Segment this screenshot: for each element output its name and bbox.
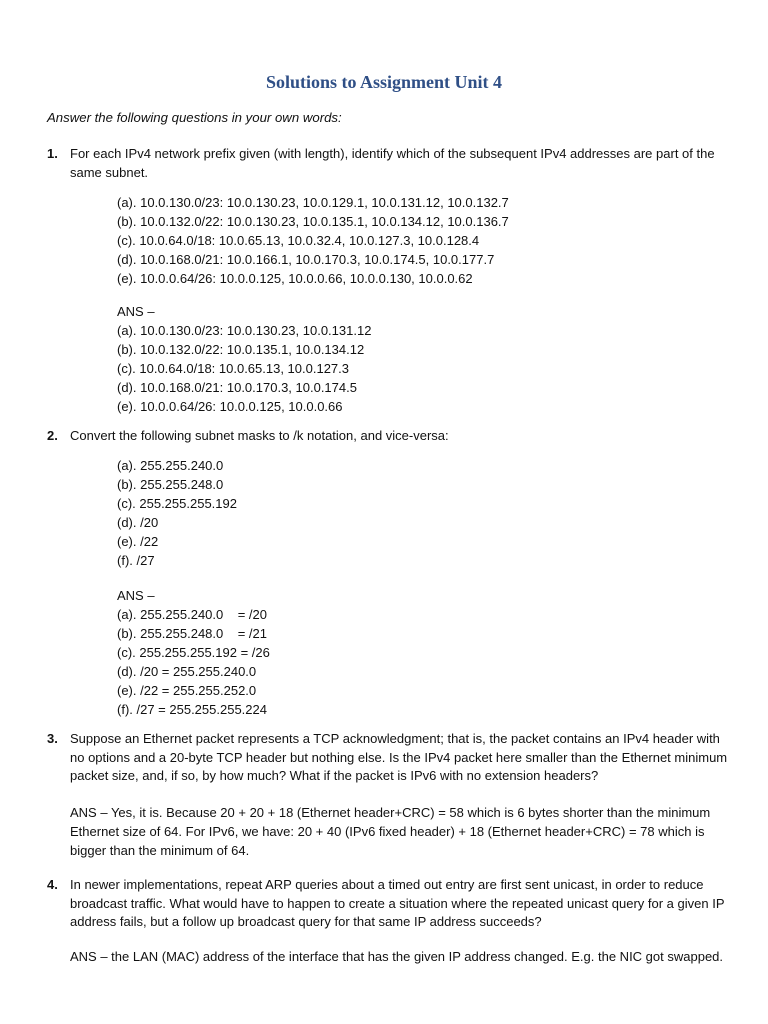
question-3-number: 3.	[47, 731, 58, 746]
question-4-answer: ANS – the LAN (MAC) address of the interface that has the given IP address changed. E.g. the NIC got swapped.	[70, 949, 724, 964]
answer-item: (c). 10.0.64.0/18: 10.0.65.13, 10.0.127.3	[117, 361, 350, 376]
answer-item: (e). /22 = 255.255.252.0	[117, 683, 257, 698]
answer-item: (a). 10.0.130.0/23: 10.0.130.23, 10.0.131.12	[117, 323, 372, 338]
answer-item: (e). 10.0.0.64/26: 10.0.0.125, 10.0.0.66	[117, 399, 343, 414]
answer-item: (d). /20 = 255.255.240.0	[117, 664, 257, 679]
list-item: (b). 255.255.248.0	[117, 477, 224, 492]
question-2-items	[117, 456, 237, 570]
question-4-number: 4.	[47, 877, 58, 892]
list-item: (c). 10.0.64.0/18: 10.0.65.13, 10.0.32.4, 10.0.127.3, 10.0.128.4	[117, 233, 480, 248]
answer-item: (b). 10.0.132.0/22: 10.0.135.1, 10.0.134.12	[117, 342, 365, 357]
question-2-number: 2.	[47, 428, 58, 443]
answer-item: (a). 255.255.240.0 = /20	[117, 607, 267, 622]
list-item: (a). 10.0.130.0/23: 10.0.130.23, 10.0.129.1, 10.0.131.12, 10.0.132.7	[117, 195, 509, 210]
answer-item: (c). 255.255.255.192 = /26	[117, 645, 270, 660]
answer-label: ANS –	[117, 304, 155, 319]
answer-label: ANS –	[117, 588, 155, 603]
question-1-items	[117, 193, 509, 288]
question-1-text: For each IPv4 network prefix given (with length), identify which of the subsequent IPv4 addresses are part of the same subnet.	[70, 146, 715, 180]
list-item: (c). 255.255.255.192	[117, 496, 237, 511]
question-2-text: Convert the following subnet masks to /k notation, and vice-versa:	[70, 428, 449, 443]
answer-item: (d). 10.0.168.0/21: 10.0.170.3, 10.0.174.5	[117, 380, 357, 395]
answer-item: (b). 255.255.248.0 = /21	[117, 626, 267, 641]
answer-item: (f). /27 = 255.255.255.224	[117, 702, 267, 717]
question-4-text: In newer implementations, repeat ARP queries about a timed out entry are first sent unicast, in order to reduce broadcast traffic. What would have to happen to create a situation where the repeated unicast query for a given IP address fails, but a follow up broadcast query for that same IP address succeeds?	[70, 877, 725, 929]
question-3-text: Suppose an Ethernet packet represents a TCP acknowledgment; that is, the packet contains an IPv4 header with no options and a 20-byte TCP header but nothing else. Is the IPv4 packet here smaller than the Ethernet minimum packet size, and, if so, by how much? What if the packet is IPv6 with no extension headers?	[70, 731, 728, 783]
intro-text: Answer the following questions in your own words:	[47, 110, 342, 125]
list-item: (d). 10.0.168.0/21: 10.0.166.1, 10.0.170.3, 10.0.174.5, 10.0.177.7	[117, 252, 495, 267]
list-item: (a). 255.255.240.0	[117, 458, 224, 473]
list-item: (d). /20	[117, 515, 159, 530]
question-3-answer: ANS – Yes, it is. Because 20 + 20 + 18 (Ethernet header+CRC) = 58 which is 6 bytes shorter than the minimum Ethernet size of 64. For IPv6, we have: 20 + 40 (IPv6 fixed header) + 18 (Ethernet header+CRC) = 78 which is bigger than the minimum of 64.	[70, 805, 711, 858]
question-1-number: 1.	[47, 146, 58, 161]
question-1-answers	[117, 302, 371, 416]
question-2-answers	[117, 586, 270, 719]
list-item: (e). 10.0.0.64/26: 10.0.0.125, 10.0.0.66, 10.0.0.130, 10.0.0.62	[117, 271, 473, 286]
list-item: (f). /27	[117, 553, 155, 568]
list-item: (b). 10.0.132.0/22: 10.0.130.23, 10.0.135.1, 10.0.134.12, 10.0.136.7	[117, 214, 509, 229]
list-item: (e). /22	[117, 534, 159, 549]
page-title: Solutions to Assignment Unit 4	[265, 72, 503, 92]
